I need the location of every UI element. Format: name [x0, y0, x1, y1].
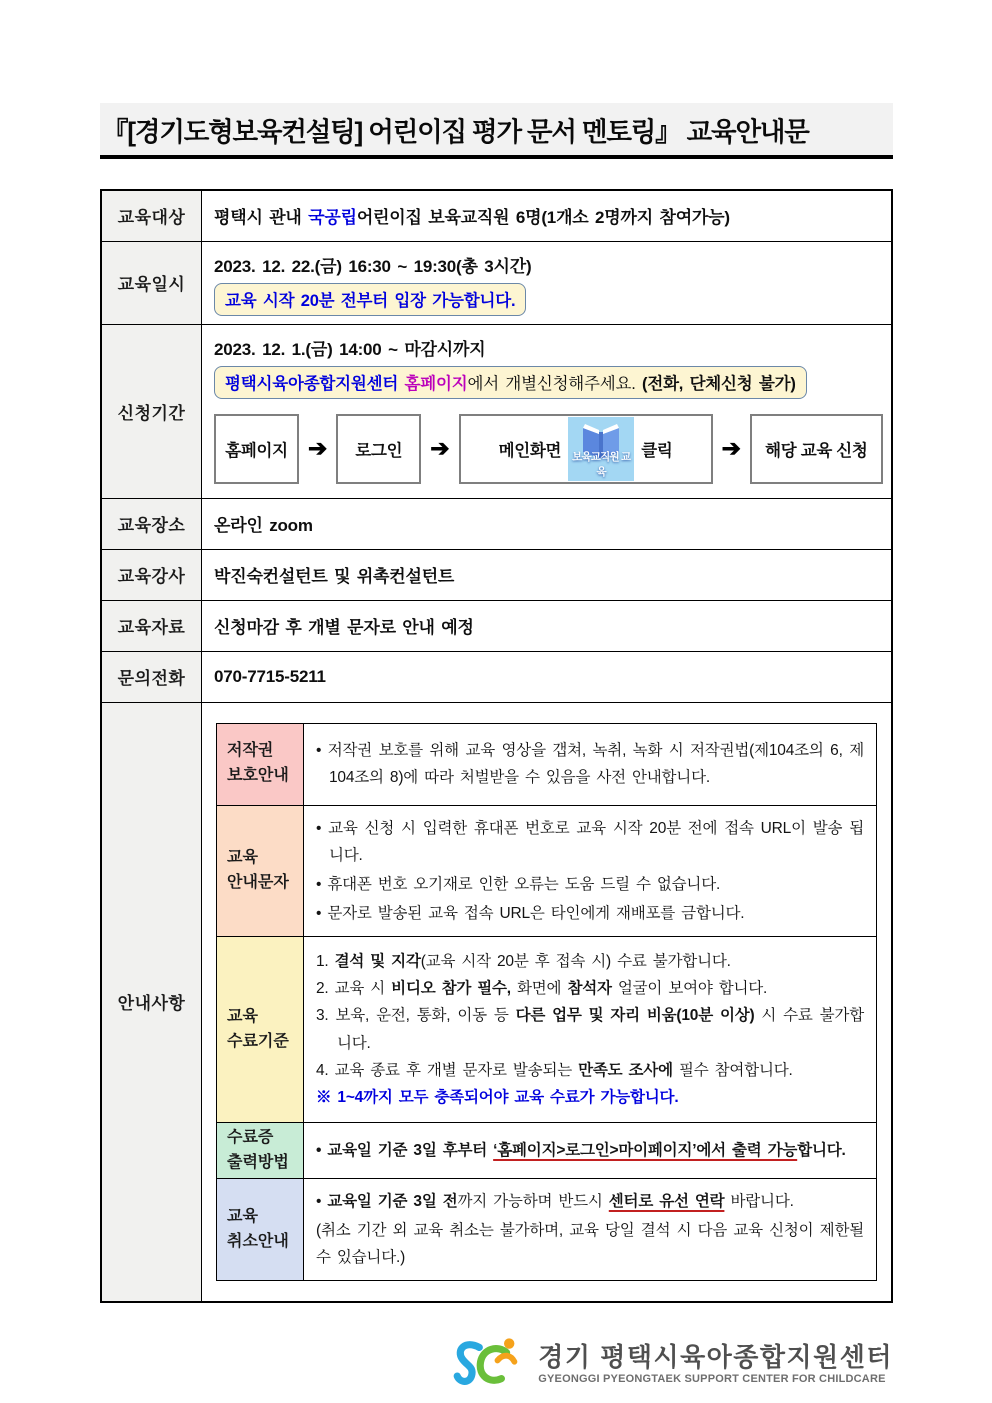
notice-row-certificate: [217, 1123, 877, 1179]
table-row-notice: [101, 702, 892, 1302]
completion-i2-mid: 화면에: [510, 980, 568, 998]
certificate-label-line2: 출력방법: [227, 1153, 289, 1171]
completion-item-1: [316, 948, 864, 975]
completion-i2-bold: 비디오 참가 필수,: [391, 980, 511, 998]
sms-bullet-3: • 문자로 발송된 교육 접속 URL은 타인에게 재배포를 금합니다.: [316, 904, 745, 922]
apply-note-mid: 에서 개별신청해주세요.: [467, 374, 643, 393]
target-text: [214, 208, 730, 227]
arrow-right-icon: ➔: [430, 435, 450, 461]
table-row-target: [101, 190, 892, 241]
instructor-text: 박진숙컨설턴트 및 위촉컨설턴트: [214, 567, 455, 586]
phone-number: 070-7715-5211: [214, 666, 326, 686]
completion-label: [217, 937, 304, 1123]
row-label-materials: 교육자료: [101, 600, 202, 651]
row-label-phone: 문의전화: [101, 651, 202, 702]
sms-label-line1: 교육: [227, 848, 258, 866]
target-highlight: 국공립: [308, 208, 357, 228]
table-row-materials: [101, 600, 892, 651]
completion-label-line1: 교육: [227, 1007, 258, 1025]
cancel-bullet: [316, 1188, 864, 1215]
flow-step-mainscreen: [459, 414, 713, 484]
completion-i1-post: (교육 시작 20분 후 접속 시) 수료 불가합니다.: [420, 953, 731, 971]
flow-mainscreen-label: 메인화면: [498, 441, 562, 460]
apply-note-box: [214, 366, 807, 399]
info-table: [100, 189, 893, 1303]
certificate-bullet: [316, 1137, 864, 1164]
table-row-phone: [101, 651, 892, 702]
apply-note-center: 평택시육아종합지원센터: [225, 374, 405, 393]
apply-note-paren: (전화, 단체신청 불가): [642, 374, 796, 393]
footer: [100, 1333, 893, 1395]
datetime-note-box: 교육 시작 20분 전부터 입장 가능합니다.: [214, 283, 526, 316]
completion-i2-bold2: 참석자: [567, 980, 612, 998]
cancel-label: [217, 1179, 304, 1281]
apply-flow-diagram: [214, 414, 879, 484]
cancel-mid: 까지 가능하며 반드시: [457, 1193, 609, 1210]
center-logo-icon: [452, 1333, 530, 1395]
sms-label: [217, 805, 304, 937]
arrow-right-icon: ➔: [721, 435, 741, 461]
completion-i3-bold: 다른 업무 및 자리 비움(10분 이상): [515, 1007, 755, 1025]
table-row-apply: [101, 324, 892, 498]
certificate-label: [217, 1123, 304, 1179]
completion-item-4: [316, 1057, 864, 1084]
tile-label: 보육교직원 교육: [572, 450, 631, 478]
row-value-phone: [202, 651, 893, 702]
row-label-instructor: 교육강사: [101, 549, 202, 600]
target-pre: 평택시 관내: [214, 208, 309, 228]
row-label-apply: 신청기간: [101, 324, 202, 498]
completion-note: ※ 1~4까지 모두 충족되어야 교육 수료가 가능합니다.: [316, 1088, 679, 1106]
flow-click-label: 클릭: [641, 441, 673, 460]
certificate-underlined: ‘홈페이지>로그인>마이페이지’에서 출력 가능: [493, 1141, 798, 1159]
copyright-label: [217, 723, 304, 805]
footer-text: [538, 1343, 893, 1385]
completion-label-line2: 수료기준: [227, 1032, 289, 1050]
table-row-datetime: [101, 241, 892, 324]
copyright-label-line2: 보호안내: [227, 767, 289, 784]
row-value-apply: [202, 324, 893, 498]
certificate-label-line1: 수료증: [227, 1128, 274, 1146]
table-row-instructor: [101, 549, 892, 600]
target-post: 어린이집 보육교직원 6명(1개소 2명까지 참여가능): [356, 208, 730, 228]
completion-item-2: [316, 975, 864, 1002]
flow-step-homepage: 홈페이지: [214, 414, 299, 484]
table-row-place: [101, 498, 892, 549]
sms-content: [304, 805, 877, 937]
certificate-post: 합니다.: [797, 1141, 846, 1159]
completion-i3-pre: 3. 보육, 운전, 통화, 이동 등: [316, 1007, 516, 1025]
datetime-date: 2023. 12. 22.(금) 16:30 ~ 19:30(총 3시간): [214, 256, 532, 276]
apply-note-home: 홈페이지: [404, 374, 468, 393]
row-value-place: [202, 498, 893, 549]
apply-date: 2023. 12. 1.(금) 14:00 ~ 마감시까지: [214, 339, 486, 359]
materials-text: 신청마감 후 개별 문자로 안내 예정: [214, 618, 474, 637]
completion-i2-pre: 2. 교육 시: [316, 980, 392, 998]
completion-i4-pre: 4. 교육 종료 후 개별 문자로 발송되는: [316, 1061, 579, 1079]
cancel-paren-note: (취소 기간 외 교육 취소는 불가하며, 교육 당일 결석 시 다음 교육 신청이 제한될 수 있습니다.): [316, 1222, 864, 1267]
completion-i4-bold: 만족도 조사에: [578, 1061, 673, 1079]
copyright-label-line1: 저작권: [227, 742, 274, 760]
page-title: 『[경기도형보육컨설팅] 어린이집 평가 문서 멘토링』 교육안내문: [100, 103, 893, 159]
cancel-bold1: 교육일 기준 3일 전: [327, 1193, 458, 1210]
footer-name-english: GYEONGGI PYEONGTAEK SUPPORT CENTER FOR CHILDCARE: [538, 1373, 886, 1386]
row-value-materials: [202, 600, 893, 651]
completion-i3-post: 시 수료 불가합니다.: [337, 1007, 864, 1052]
row-label-target: 교육대상: [101, 190, 202, 241]
notice-table: [216, 723, 877, 1282]
cancel-label-line2: 취소안내: [227, 1232, 289, 1250]
row-value-instructor: [202, 549, 893, 600]
copyright-content: [304, 723, 877, 805]
row-label-place: 교육장소: [101, 498, 202, 549]
completion-i1-bold: 결석 및 지각: [334, 953, 421, 971]
notice-row-cancel: [217, 1179, 877, 1281]
notice-row-completion: [217, 937, 877, 1123]
cancel-label-line1: 교육: [227, 1207, 258, 1225]
flow-step-login: 로그인: [336, 414, 421, 484]
sms-bullet-1: • 교육 신청 시 입력한 휴대폰 번호로 교육 시작 20분 전에 접속 URL이 발송 됩니다.: [316, 819, 864, 864]
place-text: 온라인 zoom: [214, 516, 313, 535]
row-value-notice: [202, 702, 893, 1302]
completion-item-3: [316, 1002, 864, 1056]
notice-row-sms: [217, 805, 877, 937]
teacher-education-tile: [568, 417, 634, 481]
sms-label-line2: 안내문자: [227, 873, 289, 891]
row-label-datetime: 교육일시: [101, 241, 202, 324]
completion-i1-pre: 1.: [316, 953, 335, 971]
arrow-right-icon: ➔: [308, 435, 328, 461]
cancel-bold2: 센터로 유선 연락: [608, 1193, 725, 1210]
footer-name-korean: 경기 평택시육아종합지원센터: [538, 1342, 893, 1373]
completion-i4-post: 필수 참여합니다.: [672, 1061, 793, 1079]
cancel-pre: •: [316, 1193, 328, 1210]
row-label-notice: 안내사항: [101, 702, 202, 1302]
cancel-content: [304, 1179, 877, 1281]
certificate-content: [304, 1123, 877, 1179]
row-value-target: [202, 190, 893, 241]
completion-i2-post: 얼굴이 보여야 합니다.: [611, 980, 768, 998]
flow-step-apply: 해당 교육 신청: [750, 414, 883, 484]
cancel-post: 바랍니다.: [724, 1193, 794, 1210]
row-value-datetime: [202, 241, 893, 324]
certificate-pre: • 교육일 기준 3일 후부터: [316, 1141, 494, 1159]
sms-bullet-2: • 휴대폰 번호 오기재로 인한 오류는 도움 드릴 수 없습니다.: [316, 875, 721, 893]
completion-content: [304, 937, 877, 1123]
copyright-bullet: • 저작권 보호를 위해 교육 영상을 갭쳐, 녹취, 녹화 시 저작권법(제104조의 6, 제104조의 8)에 따라 처벌받을 수 있음을 사전 안내합니다.: [316, 741, 864, 786]
notice-row-copyright: [217, 723, 877, 805]
